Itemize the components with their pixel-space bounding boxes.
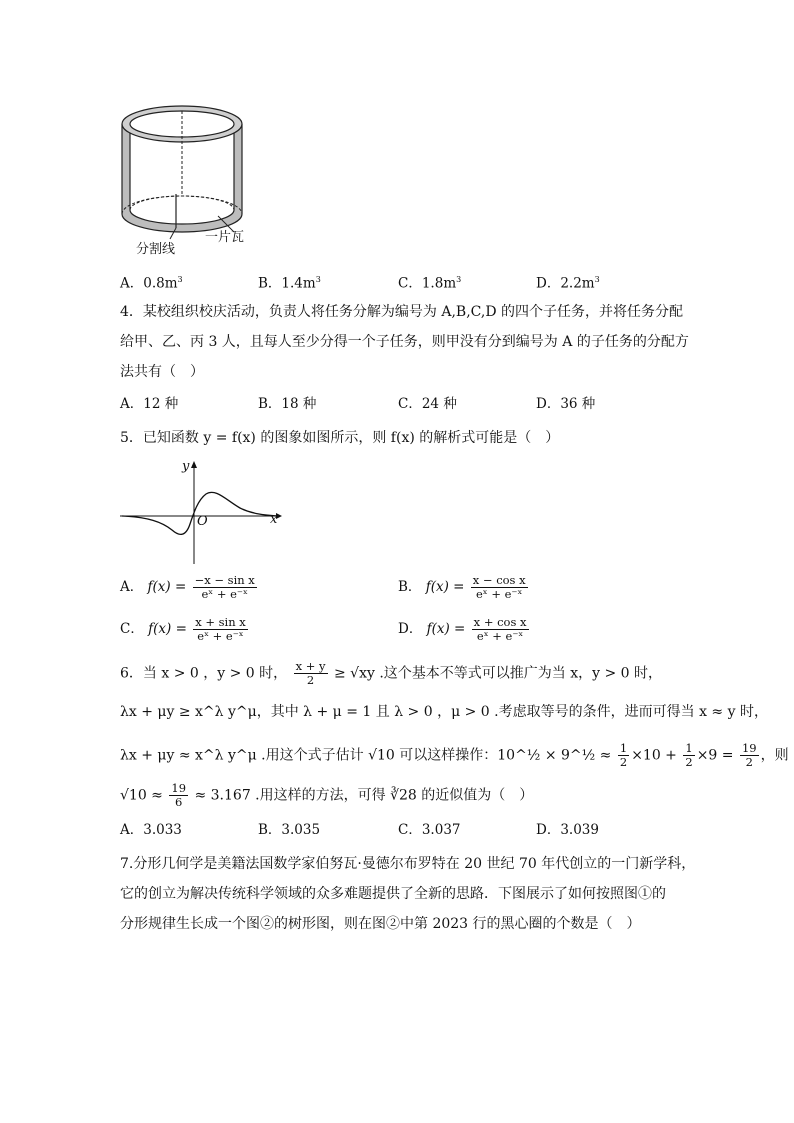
q6-option-b[interactable]: B．3.035: [258, 822, 321, 838]
q7-stem-line3: 分形规律生长成一个图②的树形图，则在图②中第 2023 行的黑心圈的个数是（ ）: [120, 916, 641, 932]
q6-option-d[interactable]: D．3.039: [536, 822, 599, 838]
q7-stem-line2: 它的创立为解决传统科学领域的众多难题提供了全新的思路．下图展示了如何按照图①的: [120, 886, 666, 902]
q4-option-a[interactable]: A．12 种: [120, 396, 179, 412]
q6-option-c[interactable]: C．3.037: [398, 822, 461, 838]
q4-stem-line2: 给甲、乙、丙 3 人，且每人至少分得一个子任务，则甲没有分到编号为 A 的子任务的分配方: [120, 334, 689, 350]
q6-option-a[interactable]: A．3.033: [120, 822, 182, 838]
q5-option-b[interactable]: B． f(x) = $\frac{\text{x − cos x}}{\text{eˣ + e⁻ˣ}}$: [398, 573, 526, 601]
q3-option-a[interactable]: A．$0.8m^3$: [120, 275, 183, 292]
q4-stem-line3: 法共有（ ）: [120, 364, 204, 380]
q5-origin-label: O: [197, 514, 208, 529]
q4-option-c[interactable]: C．24 种: [398, 396, 457, 412]
q6-stem-line2: λx + μy ≥ x^λ y^μ，其中 λ + μ = 1 且 λ > 0 ，μ > 0 .考虑取等号的条件，进而可得当 x ≈ y 时，: [120, 704, 768, 720]
q3-option-b[interactable]: B．$1.4m^3$: [258, 275, 321, 292]
q6-stem-line3: λx + μy ≈ x^λ y^μ .用这个式子估计 √10 可以这样操作：10^½ × 9^½ ≈ $\frac{1}{2}$ ×10 + $\frac{1}{2}$ ×9 = $\frac{19}{2}$ ，则: [120, 741, 789, 769]
q6-stem-line1: 6．当 x > 0 ，y > 0 时， $\frac{x + y}{2}$ ≥ √xy .这个基本不等式可以推广为当 x，y > 0 时，: [120, 659, 663, 687]
q5-stem: 5．已知函数 y = f(x) 的图象如图所示，则 f(x) 的解析式可能是（ ）: [120, 430, 560, 446]
q3-option-c[interactable]: C．$1.8m^3$: [398, 275, 462, 292]
q3-option-d[interactable]: D．$2.2m^3$: [536, 275, 600, 292]
q5-option-a[interactable]: A． f(x) = $\frac{\text{−x − sin x}}{\text{eˣ + e⁻ˣ}}$: [120, 573, 255, 601]
q5-y-axis-label: y: [182, 459, 190, 474]
q5-x-axis-label: x: [270, 512, 278, 527]
tile-label: 一片瓦: [205, 230, 245, 245]
q4-option-b[interactable]: B．18 种: [258, 396, 317, 412]
q7-stem-line1: 7.分形几何学是美籍法国数学家伯努瓦·曼德尔布罗特在 20 世纪 70 年代创立的一门新学科，: [120, 856, 696, 872]
q5-option-c[interactable]: C． f(x) = $\frac{\text{x + sin x}}{\text{eˣ + e⁻ˣ}}$: [120, 615, 246, 643]
q6-stem-line4: √10 ≈ $\frac{19}{6}$ ≈ 3.167 .用这样的方法，可得 ∛28 的近似值为（ ）: [120, 781, 534, 809]
q4-stem-line1: 4．某校组织校庆活动，负责人将任务分解为编号为 A,B,C,D 的四个子任务，并将任务分配: [120, 304, 683, 320]
q5-option-d[interactable]: D． f(x) = $\frac{\text{x + cos x}}{\text{eˣ + e⁻ˣ}}$: [398, 615, 527, 643]
q4-option-d[interactable]: D．36 种: [536, 396, 596, 412]
split-line-label: 分割线: [136, 242, 176, 257]
